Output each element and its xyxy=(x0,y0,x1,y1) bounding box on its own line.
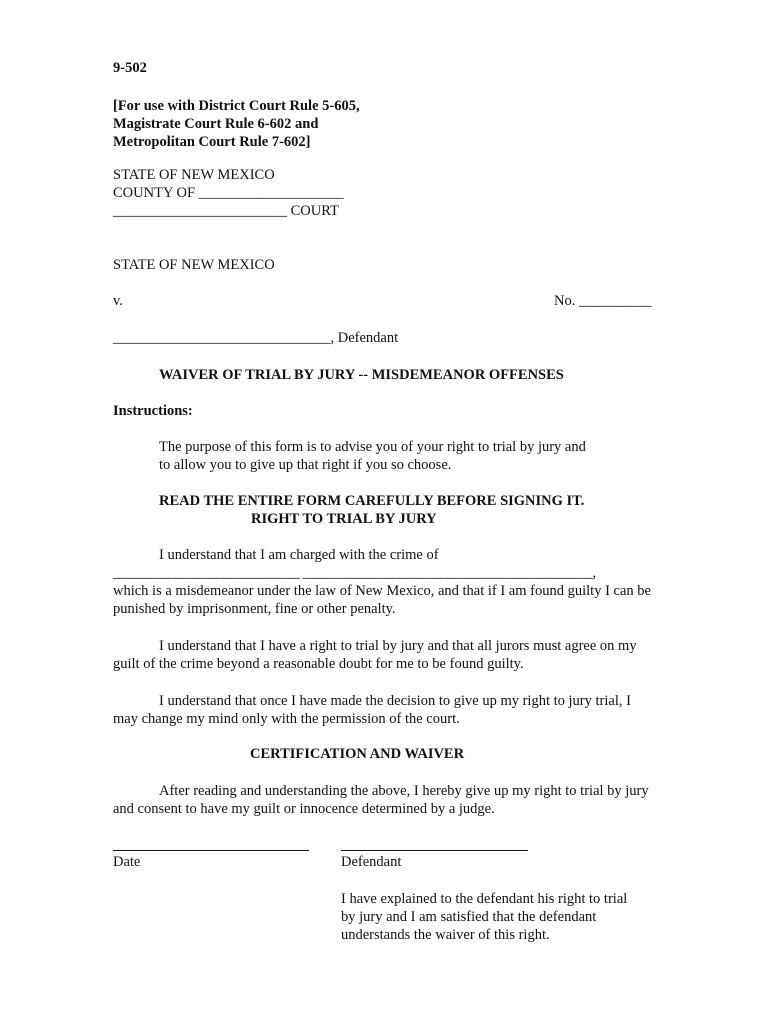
case-number-field: No. __________ xyxy=(554,293,652,309)
attorney-statement-line-3: understands the waiver of this right. xyxy=(341,927,550,943)
form-number: 9-502 xyxy=(113,60,147,76)
defendant-name-field: ______________________________, Defendant xyxy=(113,330,399,346)
versus-label: v. xyxy=(113,293,123,309)
defendant-signature-label: Defendant xyxy=(341,854,402,870)
certification-heading: CERTIFICATION AND WAIVER xyxy=(250,746,465,762)
usage-note-line-3: Metropolitan Court Rule 7-602] xyxy=(113,134,311,150)
instructions-heading: Instructions: xyxy=(113,403,193,419)
section-heading-jury-right: RIGHT TO TRIAL BY JURY xyxy=(251,511,437,527)
attorney-statement-line-2: by jury and I am satisfied that the defendant xyxy=(341,909,597,925)
change-mind-statement: I understand that once I have made the decision to give up my right to jury trial, I may change my mind only with the permission of the court. xyxy=(113,693,631,727)
county-field: COUNTY OF ____________________ xyxy=(113,185,344,201)
jury-right-statement: I understand that I have a right to trial by jury and that all jurors must agree on my guilt of the crime beyond a reasonable doubt for me to be found guilty. xyxy=(113,638,637,672)
state-label: STATE OF NEW MEXICO xyxy=(113,167,275,183)
plaintiff-label: STATE OF NEW MEXICO xyxy=(113,257,275,273)
court-field: ________________________ COURT xyxy=(113,203,339,219)
crime-blank: ___________________________ __________________________________________, xyxy=(113,565,596,581)
charged-statement: I understand that I am charged with the crime of xyxy=(159,547,439,563)
attorney-statement-line-1: I have explained to the defendant his right to trial xyxy=(341,891,628,907)
date-signature-line[interactable] xyxy=(113,850,309,851)
instructions-line-2: to allow you to give up that right if you so choose. xyxy=(159,457,452,473)
read-warning: READ THE ENTIRE FORM CAREFULLY BEFORE SIGNING IT. xyxy=(159,493,585,509)
form-title: WAIVER OF TRIAL BY JURY -- MISDEMEANOR OFFENSES xyxy=(159,367,564,383)
usage-note-line-2: Magistrate Court Rule 6-602 and xyxy=(113,116,319,132)
certification-text: After reading and understanding the above, I hereby give up my right to trial by jury and consent to have my guilt or innocence determined by a judge. xyxy=(113,783,649,817)
usage-note-line-1: [For use with District Court Rule 5-605, xyxy=(113,98,360,114)
defendant-signature-line[interactable] xyxy=(341,850,528,851)
date-label: Date xyxy=(113,854,141,870)
misdemeanor-statement: which is a misdemeanor under the law of New Mexico, and that if I am found guilty I can be punished by imprisonment, fine or other penalty. xyxy=(113,583,651,617)
instructions-line-1: The purpose of this form is to advise you of your right to trial by jury and xyxy=(159,439,586,455)
